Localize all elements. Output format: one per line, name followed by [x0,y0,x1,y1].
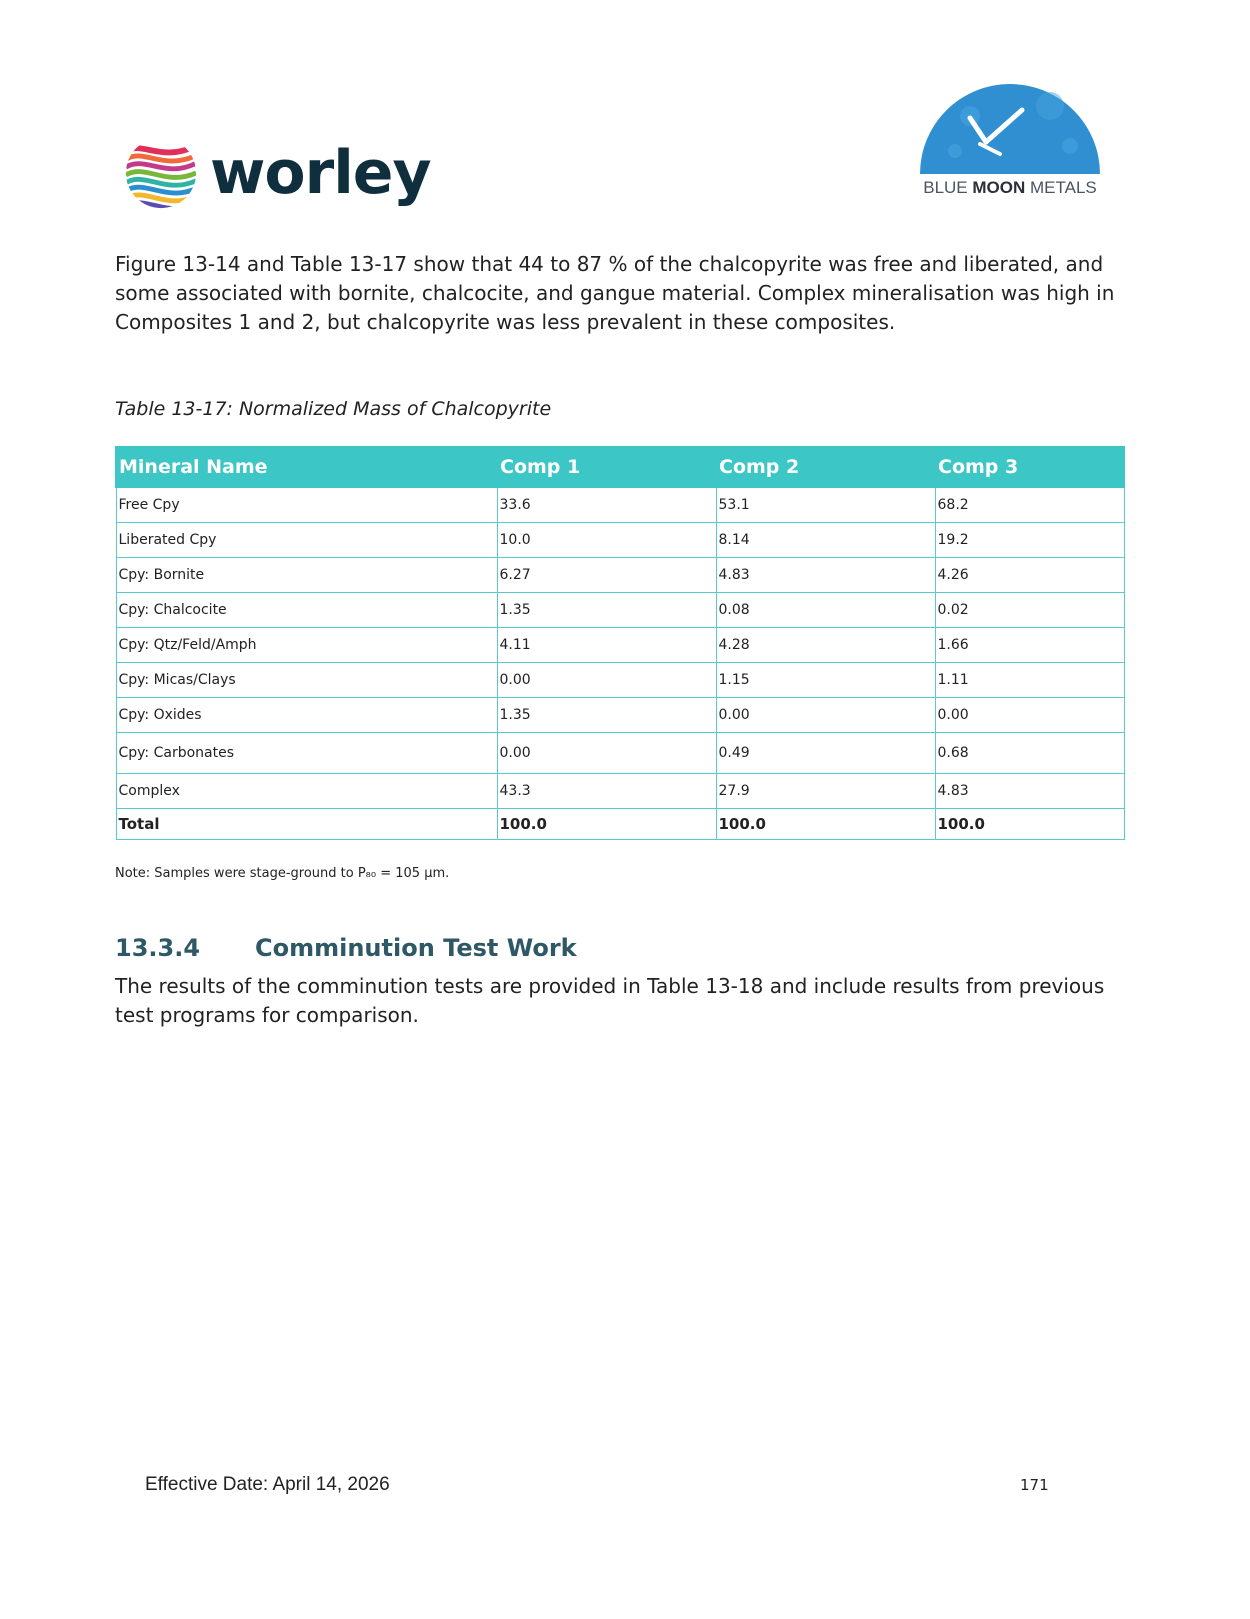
table-cell: Cpy: Carbonates [116,733,497,774]
table-cell: 1.66 [935,628,1124,663]
section-title: Comminution Test Work [255,934,577,962]
table-cell: 1.35 [497,698,716,733]
table-cell: 4.26 [935,558,1124,593]
table-header-row [116,447,1124,487]
table-cell: 0.00 [497,733,716,774]
table-cell: 10.0 [497,523,716,558]
table-row [116,698,1124,733]
table-total-row [116,809,1124,840]
table-row [116,628,1124,663]
section-number: 13.3.4 [115,934,201,962]
table-cell: 68.2 [935,487,1124,523]
table-cell: Cpy: Qtz/Feld/Amph [116,628,497,663]
table-cell: Liberated Cpy [116,523,497,558]
table-row [116,663,1124,698]
worley-logo-icon [122,134,200,212]
table-cell: Cpy: Bornite [116,558,497,593]
table-cell: 4.83 [935,774,1124,809]
section-heading [115,934,577,962]
worley-logo-text: worley [210,138,431,208]
footer-effective-date: Effective Date: April 14, 2026 [145,1474,390,1495]
table-cell: 0.00 [716,698,935,733]
bluemoon-logo [910,76,1110,206]
section-paragraph: The results of the comminution tests are provided in Table 13-18 and include results from previous test programs for comparison. [115,974,1105,1027]
table-cell: 0.08 [716,593,935,628]
table-cell: 1.15 [716,663,935,698]
table-cell: Total [116,809,497,840]
table-cell: 0.68 [935,733,1124,774]
table-cell: Free Cpy [116,487,497,523]
table-cell: 6.27 [497,558,716,593]
table-cell: 4.11 [497,628,716,663]
table-note: Note: Samples were stage-ground to P₈₀ = 105 µm. [115,866,450,881]
table-row [116,523,1124,558]
bluemoon-logo-text: BLUE MOON METALS [923,178,1097,197]
table-cell: 33.6 [497,487,716,523]
table-row [116,487,1124,523]
table-cell: Cpy: Chalcocite [116,593,497,628]
table-cell: 19.2 [935,523,1124,558]
table-row [116,593,1124,628]
bluemoon-moon-icon [910,76,1110,176]
table-row [116,774,1124,809]
chalcopyrite-table [115,446,1125,840]
table-cell: 4.28 [716,628,935,663]
table-cell: Cpy: Micas/Clays [116,663,497,698]
table-cell: 8.14 [716,523,935,558]
header-mineral-name: Mineral Name [116,447,497,487]
header-comp-1: Comp 1 [497,447,716,487]
header-comp-3: Comp 3 [935,447,1124,487]
table-cell: 0.00 [497,663,716,698]
footer-page-number: 171 [1020,1476,1049,1494]
table-cell: 0.49 [716,733,935,774]
table-cell: 100.0 [935,809,1124,840]
header-comp-2: Comp 2 [716,447,935,487]
table-cell: 53.1 [716,487,935,523]
table-cell: Complex [116,774,497,809]
table-row [116,733,1124,774]
table-row [116,558,1124,593]
table-cell: 1.35 [497,593,716,628]
worley-logo [122,128,442,218]
table-cell: 1.11 [935,663,1124,698]
table-cell: 27.9 [716,774,935,809]
table-cell: 100.0 [497,809,716,840]
table-cell: 43.3 [497,774,716,809]
intro-paragraph: Figure 13-14 and Table 13-17 show that 44 to 87 % of the chalcopyrite was free and liberated, and some associated with bornite, chalcocite, and gangue material. Complex mineralisation was high in Composites 1 and 2, but chalcopyrite was less prevalent in these composites. [115,252,1115,334]
table-cell: 100.0 [716,809,935,840]
table-cell: 4.83 [716,558,935,593]
table-caption: Table 13-17: Normalized Mass of Chalcopyrite [115,398,552,420]
table-cell: 0.00 [935,698,1124,733]
table-cell: 0.02 [935,593,1124,628]
table-cell: Cpy: Oxides [116,698,497,733]
